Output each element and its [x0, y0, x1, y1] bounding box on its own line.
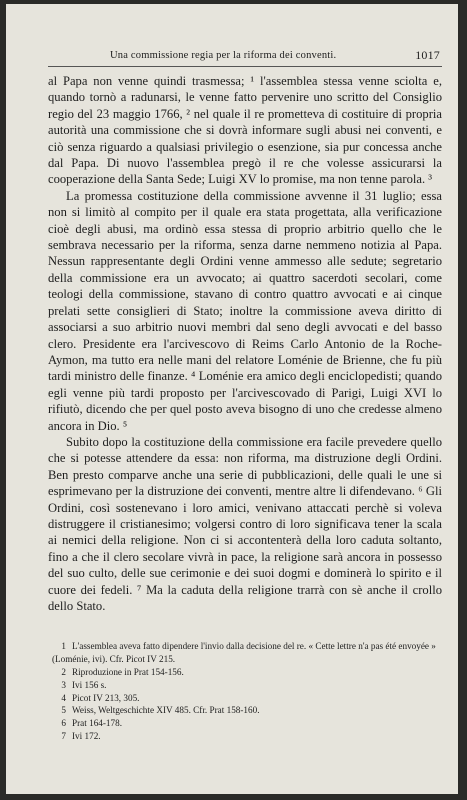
footnote: [48, 679, 442, 692]
footnote-number: 6: [61, 718, 66, 729]
page-number: 1017: [415, 48, 440, 62]
book-page: [6, 4, 458, 794]
footnote-number: 3: [61, 679, 66, 690]
running-title: Una commissione regia per la riforma dei conventi.: [110, 50, 337, 61]
paragraph: al Papa non venne quindi trasmessa; ¹ l'assemblea stessa venne sciolta e, quando tornò a radunarsi, le venne fatto pervenire uno scritto del Consiglio regio del 23 maggio 1766, ² nel quale il re prometteva di costituire di propria autorità una commissione che si dovrà informare sugli abusi nei conventi, e ciò senza riguardo a qualsiasi privilegio o esenzione, sia pur concessa anche dal Papa. Di nuovo l'assemblea pregò il re che volesse assicurarsi la cooperazione della Santa Sede; Luigi XV lo promise, ma non tenne parola. ³: [48, 74, 442, 187]
footnote-text: Riproduzione in Prat 154-156.: [72, 667, 184, 677]
footnote: [48, 666, 442, 679]
footnote-text: L'assemblea aveva fatto dipendere l'invio dalla decisione del re. « Cette lettre n'a pas été envoyée » (Loménie, ivi). Cfr. Picot IV 215.: [52, 641, 436, 665]
page-header: [48, 48, 442, 67]
footnote-text: Ivi 172.: [72, 730, 101, 741]
footnote-number: 5: [61, 705, 66, 716]
footnote-text: Weiss, Weltgeschichte XIV 485. Cfr. Prat 158-160.: [72, 705, 260, 716]
footnote: [48, 730, 442, 743]
footnote-number: 4: [61, 692, 66, 703]
footnote-number: 1: [61, 641, 66, 652]
footnote-text: Prat 164-178.: [72, 718, 123, 729]
footnote: [48, 640, 442, 666]
footnote: [48, 704, 442, 717]
footnote: [48, 717, 442, 730]
paragraph: La promessa costituzione della commissione avvenne il 31 luglio; essa non si limitò al compito per il quale era stata progettata, alla verificazione cioè degli abusi, ma ordinò essa stessa di proprio arbitrio quello che le sembrava necessario per la riforma, senza darne nemmeno notizia al Papa. Nessun rappresentante degli Ordini venne ammesso alle sedute; segretario della commissione era un avvocato; ai quattro sacerdoti secolari, come teologi della commissione, stavano di contro quattro avvocati e ai cinque prelati sette consiglieri di Stato; inoltre la commissione aveva diritto di associarsi a suo arbitrio nuovi membri dal seno degli avvocati e del basso clero. Presidente era l'arcivescovo di Reims Carlo Antonio de la Roche-Aymon, ma tutto era nelle mani del relatore Loménie de Brienne, che fu più tardi ministro delle finanze. ⁴ Loménie era amico degli enciclopedisti; quando egli venne più tardi proposto per l'arcivescovado di Parigi, Luigi XVI lo rifiutò, dicendo che per quel posto aveva bisogno di uno che credesse almeno ancora in Dio. ⁵: [48, 188, 442, 433]
footnotes: [48, 640, 442, 742]
footnote-text: Ivi 156 s.: [72, 679, 107, 690]
footnote-number: 2: [61, 667, 66, 677]
paragraph: Subito dopo la costituzione della commissione era facile prevedere quello che si potesse attendere da essa: non riforma, ma distruzione degli Ordini. Ben presto comparve anche una serie di pubblicazioni, delle quali le une si esprimevano per la distruzione dei conventi, mentre altre li difendevano. ⁶ Gli Ordini, così sostenevano i loro amici, venivano attaccati perchè si voleva distruggere il cristianesimo; volgersi contro di loro significava tener la scala ai nemici della religione. Non ci si accontenterà della loro caduta soltanto, fino a che il clero secolare vivrà in pace, la religione sarà ancora in possesso del suo culto, delle sue cerimonie e dei suoi dogmi e dominerà lo spirito e il cuore dei fedeli. ⁷ Ma la caduta della religione trarrà con sè anche il crollo dello Stato.: [48, 434, 442, 613]
body-text: [48, 73, 442, 614]
footnote-text: Picot IV 213, 305.: [72, 692, 140, 703]
footnote-number: 7: [61, 730, 66, 741]
footnote: [48, 692, 442, 705]
